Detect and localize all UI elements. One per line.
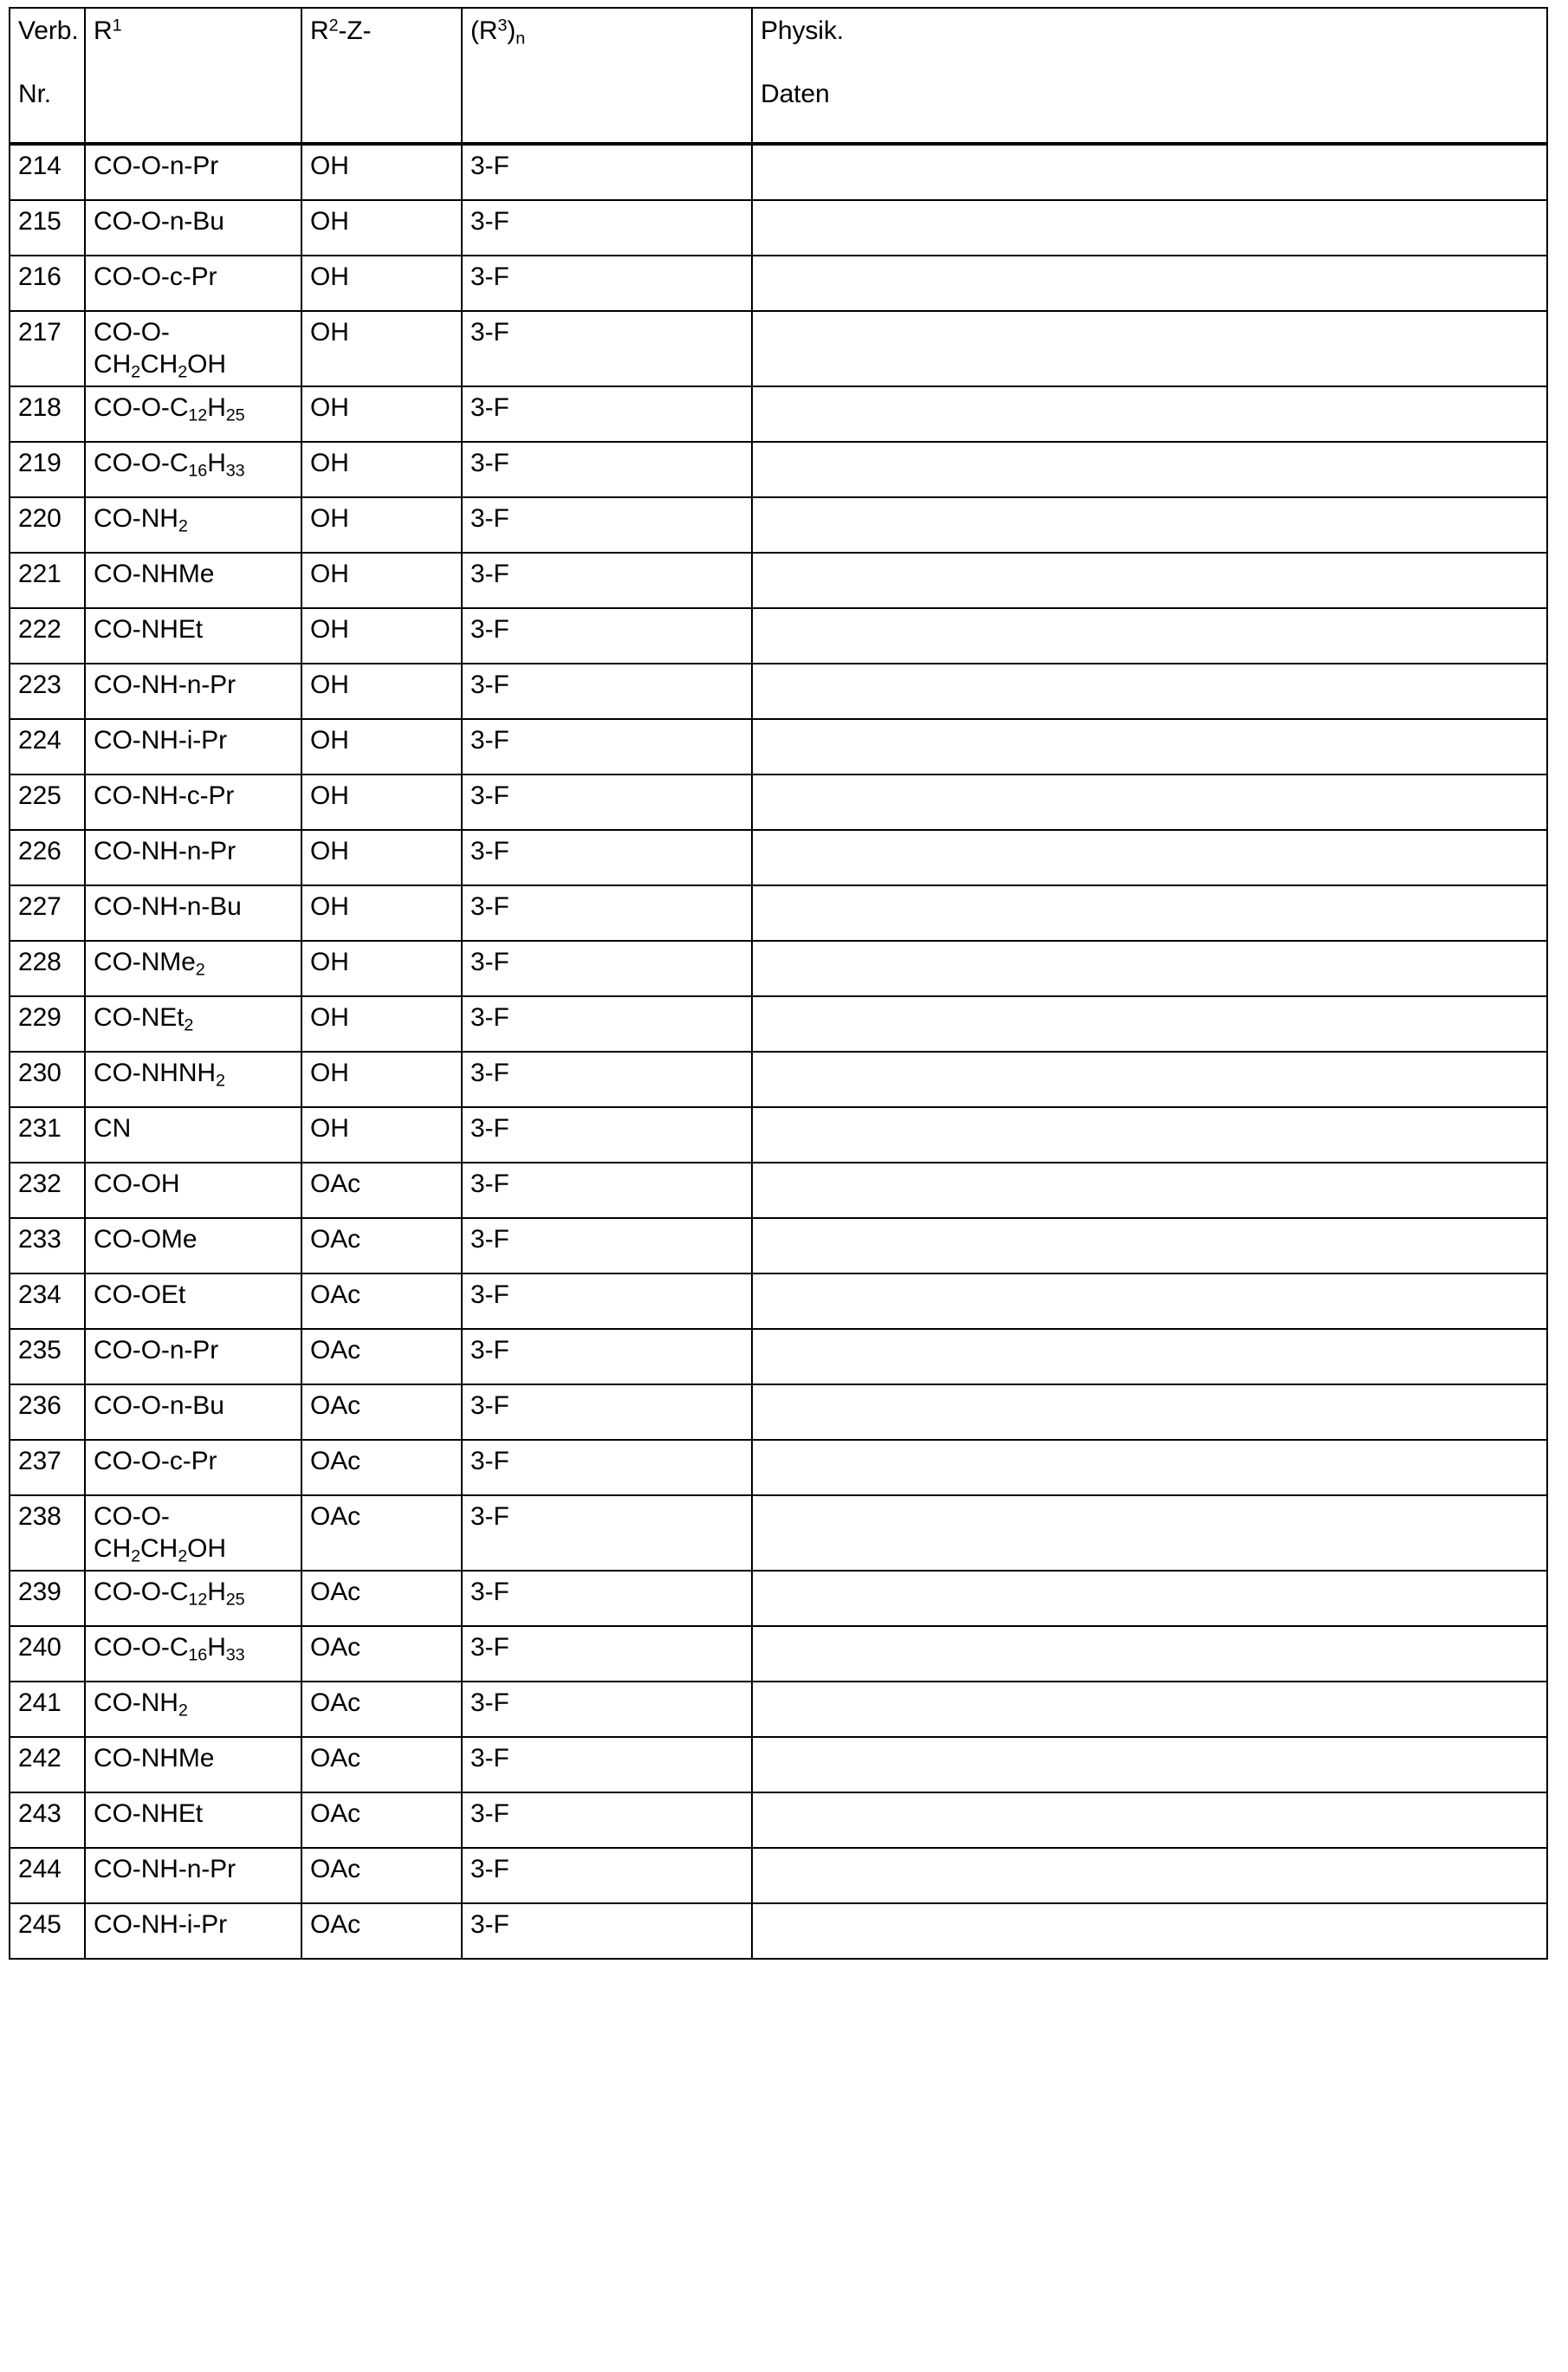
cell-r2z: OAc [301, 1384, 462, 1440]
cell-r2z: OH [301, 608, 462, 664]
cell-verb-nr: 236 [10, 1384, 85, 1440]
cell-physik-daten [752, 256, 1547, 311]
cell-r2z: OAc [301, 1571, 462, 1626]
cell-r1: CO-O-n-Bu [85, 200, 301, 256]
column-header-r1-superscript: 1 [112, 16, 122, 36]
cell-verb-nr: 242 [10, 1737, 85, 1792]
cell-r1: CO-NH-i-Pr [85, 719, 301, 774]
cell-r1: CO-O-c-Pr [85, 1440, 301, 1495]
cell-r2z: OH [301, 442, 462, 497]
cell-r3n: 3-F [462, 664, 752, 719]
cell-physik-daten [752, 1107, 1547, 1163]
cell-physik-daten [752, 1440, 1547, 1495]
table-row [10, 1792, 1547, 1848]
cell-r1: CO-OMe [85, 1218, 301, 1273]
table-row [10, 664, 1547, 719]
table-row [10, 996, 1547, 1052]
column-header-r2-base: R [310, 16, 329, 45]
cell-verb-nr: 225 [10, 774, 85, 830]
cell-physik-daten [752, 774, 1547, 830]
cell-r2z: OH [301, 664, 462, 719]
cell-verb-nr: 244 [10, 1848, 85, 1903]
cell-physik-daten [752, 1329, 1547, 1384]
table-row [10, 497, 1547, 553]
cell-r1: CN [85, 1107, 301, 1163]
column-header-r1 [85, 8, 301, 144]
cell-r2z: OAc [301, 1626, 462, 1682]
cell-r3n: 3-F [462, 1218, 752, 1273]
cell-r3n: 3-F [462, 1273, 752, 1329]
cell-verb-nr: 217 [10, 311, 85, 386]
cell-r3n: 3-F [462, 1792, 752, 1848]
cell-physik-daten [752, 553, 1547, 608]
cell-r2z: OAc [301, 1218, 462, 1273]
cell-verb-nr: 226 [10, 830, 85, 885]
cell-r3n: 3-F [462, 1682, 752, 1737]
cell-r1: $CO-O-C_{16}H_{33}$ [85, 1626, 301, 1682]
table-row [10, 386, 1547, 442]
table-row [10, 144, 1547, 200]
column-header-physik-label: Physik. [761, 16, 844, 45]
column-header-r3-superscript: 3 [497, 16, 508, 36]
cell-r3n: 3-F [462, 1384, 752, 1440]
table-row [10, 1384, 1547, 1440]
column-header-physik-daten [752, 8, 1547, 144]
cell-r1: CO-NHEt [85, 1792, 301, 1848]
cell-physik-daten [752, 1848, 1547, 1903]
cell-r2z: OAc [301, 1495, 462, 1571]
table-row [10, 1107, 1547, 1163]
table-row [10, 200, 1547, 256]
table-row [10, 608, 1547, 664]
table-row [10, 885, 1547, 941]
cell-physik-daten [752, 1626, 1547, 1682]
cell-r3n: 3-F [462, 311, 752, 386]
table-header-row [10, 8, 1547, 144]
cell-r1: CO-OEt [85, 1273, 301, 1329]
cell-r2z: OAc [301, 1737, 462, 1792]
cell-verb-nr: 237 [10, 1440, 85, 1495]
table-row [10, 1218, 1547, 1273]
cell-r3n: 3-F [462, 1329, 752, 1384]
cell-physik-daten [752, 442, 1547, 497]
column-header-r3n [462, 8, 752, 144]
table-row [10, 1273, 1547, 1329]
cell-r1: $CO-O-C_{12}H_{25}$ [85, 1571, 301, 1626]
cell-physik-daten [752, 830, 1547, 885]
cell-r2z: OH [301, 256, 462, 311]
cell-r1: $CO-O-CH_2CH_2OH$ [85, 311, 301, 386]
cell-verb-nr: 234 [10, 1273, 85, 1329]
cell-r2z: OH [301, 144, 462, 200]
cell-verb-nr: 218 [10, 386, 85, 442]
cell-physik-daten [752, 1495, 1547, 1571]
table-row [10, 719, 1547, 774]
cell-r3n: 3-F [462, 608, 752, 664]
column-header-nr-label: Nr. [18, 79, 52, 108]
cell-r2z: OH [301, 830, 462, 885]
cell-verb-nr: 240 [10, 1626, 85, 1682]
table-row [10, 1848, 1547, 1903]
cell-r1: CO-NHEt [85, 608, 301, 664]
cell-r1: CO-O-n-Pr [85, 144, 301, 200]
cell-r2z: OAc [301, 1329, 462, 1384]
table-row [10, 1571, 1547, 1626]
cell-r2z: OAc [301, 1848, 462, 1903]
cell-r1: CO-NH-n-Pr [85, 664, 301, 719]
cell-physik-daten [752, 144, 1547, 200]
cell-verb-nr: 216 [10, 256, 85, 311]
cell-r3n: 3-F [462, 719, 752, 774]
cell-verb-nr: 232 [10, 1163, 85, 1218]
cell-r3n: 3-F [462, 553, 752, 608]
cell-r3n: 3-F [462, 1903, 752, 1959]
cell-r3n: 3-F [462, 1626, 752, 1682]
cell-r3n: 3-F [462, 774, 752, 830]
table-row [10, 941, 1547, 996]
cell-r2z: OH [301, 1107, 462, 1163]
cell-verb-nr: 220 [10, 497, 85, 553]
cell-r3n: 3-F [462, 941, 752, 996]
column-header-verb-nr [10, 8, 85, 144]
table-row [10, 774, 1547, 830]
table-row [10, 1052, 1547, 1107]
cell-r3n: 3-F [462, 996, 752, 1052]
compound-table [9, 7, 1548, 1960]
table-row [10, 830, 1547, 885]
cell-r3n: 3-F [462, 1440, 752, 1495]
cell-r2z: OAc [301, 1440, 462, 1495]
cell-r3n: 3-F [462, 1052, 752, 1107]
cell-verb-nr: 231 [10, 1107, 85, 1163]
cell-verb-nr: 241 [10, 1682, 85, 1737]
table-row [10, 1626, 1547, 1682]
cell-r2z: OH [301, 941, 462, 996]
cell-verb-nr: 215 [10, 200, 85, 256]
cell-physik-daten [752, 1682, 1547, 1737]
cell-r2z: OAc [301, 1163, 462, 1218]
cell-verb-nr: 245 [10, 1903, 85, 1959]
cell-verb-nr: 243 [10, 1792, 85, 1848]
cell-physik-daten [752, 1737, 1547, 1792]
cell-verb-nr: 235 [10, 1329, 85, 1384]
table-row [10, 1903, 1547, 1959]
cell-r3n: 3-F [462, 885, 752, 941]
table-body [10, 144, 1547, 1959]
table-row [10, 553, 1547, 608]
cell-r3n: 3-F [462, 1107, 752, 1163]
cell-verb-nr: 224 [10, 719, 85, 774]
cell-r3n: 3-F [462, 1848, 752, 1903]
cell-physik-daten [752, 719, 1547, 774]
cell-verb-nr: 239 [10, 1571, 85, 1626]
cell-r2z: OH [301, 1052, 462, 1107]
cell-verb-nr: 233 [10, 1218, 85, 1273]
cell-r3n: 3-F [462, 497, 752, 553]
cell-r3n: 3-F [462, 1163, 752, 1218]
cell-r3n: 3-F [462, 830, 752, 885]
table-row [10, 1495, 1547, 1571]
cell-r1: CO-O-n-Pr [85, 1329, 301, 1384]
cell-verb-nr: 227 [10, 885, 85, 941]
cell-r1: CO-NH-n-Bu [85, 885, 301, 941]
table-header [10, 8, 1547, 144]
column-header-r1-base: R [94, 16, 113, 45]
cell-verb-nr: 230 [10, 1052, 85, 1107]
table-row [10, 1682, 1547, 1737]
cell-r2z: OH [301, 200, 462, 256]
cell-r1: CO-NH-n-Pr [85, 830, 301, 885]
cell-r2z: OAc [301, 1682, 462, 1737]
cell-r2z: OH [301, 386, 462, 442]
table-row [10, 442, 1547, 497]
cell-physik-daten [752, 1218, 1547, 1273]
cell-physik-daten [752, 941, 1547, 996]
cell-r2z: OH [301, 311, 462, 386]
cell-physik-daten [752, 200, 1547, 256]
cell-r2z: OAc [301, 1792, 462, 1848]
cell-physik-daten [752, 996, 1547, 1052]
cell-r1: CO-O-n-Bu [85, 1384, 301, 1440]
cell-r3n: 3-F [462, 1737, 752, 1792]
cell-r2z: OH [301, 996, 462, 1052]
column-header-r2-superscript: 2 [328, 16, 339, 36]
cell-verb-nr: 219 [10, 442, 85, 497]
column-header-r3-close: ) [507, 16, 516, 45]
cell-verb-nr: 223 [10, 664, 85, 719]
cell-r1: $CO-NH_2$ [85, 497, 301, 553]
cell-physik-daten [752, 608, 1547, 664]
cell-r2z: OH [301, 719, 462, 774]
cell-r2z: OH [301, 497, 462, 553]
cell-verb-nr: 229 [10, 996, 85, 1052]
cell-physik-daten [752, 664, 1547, 719]
cell-r3n: 3-F [462, 200, 752, 256]
cell-physik-daten [752, 497, 1547, 553]
cell-r2z: OH [301, 553, 462, 608]
cell-r3n: 3-F [462, 1571, 752, 1626]
cell-physik-daten [752, 1052, 1547, 1107]
cell-verb-nr: 214 [10, 144, 85, 200]
table-row [10, 1440, 1547, 1495]
cell-physik-daten [752, 1792, 1547, 1848]
cell-physik-daten [752, 1163, 1547, 1218]
cell-r1: $CO-O-C_{16}H_{33}$ [85, 442, 301, 497]
table-row [10, 1329, 1547, 1384]
column-header-verb-label: Verb. [18, 16, 79, 45]
cell-r1: CO-NEt$_2$ [85, 996, 301, 1052]
cell-r2z: OAc [301, 1903, 462, 1959]
cell-r3n: 3-F [462, 144, 752, 200]
cell-r1: CO-NH-c-Pr [85, 774, 301, 830]
cell-physik-daten [752, 1571, 1547, 1626]
column-header-r3-subscript: n [515, 29, 526, 49]
cell-r3n: 3-F [462, 256, 752, 311]
cell-r1: CO-NH-n-Pr [85, 1848, 301, 1903]
cell-physik-daten [752, 311, 1547, 386]
cell-r1: CO-NHMe [85, 1737, 301, 1792]
cell-r1: CO-NHMe [85, 553, 301, 608]
column-header-r3-open: (R [470, 16, 498, 45]
table-row [10, 311, 1547, 386]
cell-physik-daten [752, 885, 1547, 941]
cell-r1: $CO-NHNH_2$ [85, 1052, 301, 1107]
cell-physik-daten [752, 1903, 1547, 1959]
cell-verb-nr: 238 [10, 1495, 85, 1571]
cell-r1: $CO-O-CH_2CH_2OH$ [85, 1495, 301, 1571]
cell-physik-daten [752, 1384, 1547, 1440]
table-row [10, 1737, 1547, 1792]
cell-r1: CO-O-c-Pr [85, 256, 301, 311]
cell-r3n: 3-F [462, 386, 752, 442]
cell-verb-nr: 222 [10, 608, 85, 664]
cell-r2z: OAc [301, 1273, 462, 1329]
cell-physik-daten [752, 1273, 1547, 1329]
cell-verb-nr: 221 [10, 553, 85, 608]
cell-r1: CO-OH [85, 1163, 301, 1218]
cell-r1: $CO-O-C_{12}H_{25}$ [85, 386, 301, 442]
cell-r2z: OH [301, 774, 462, 830]
cell-r1: CO-NMe$_2$ [85, 941, 301, 996]
cell-physik-daten [752, 386, 1547, 442]
table-row [10, 1163, 1547, 1218]
table-row [10, 256, 1547, 311]
cell-verb-nr: 228 [10, 941, 85, 996]
cell-r2z: OH [301, 885, 462, 941]
column-header-r2z [301, 8, 462, 144]
column-header-r2-tail: -Z- [338, 16, 372, 45]
cell-r3n: 3-F [462, 442, 752, 497]
column-header-daten-label: Daten [761, 79, 830, 108]
cell-r1: CO-NH-i-Pr [85, 1903, 301, 1959]
cell-r3n: 3-F [462, 1495, 752, 1571]
cell-r1: $CO-NH_2$ [85, 1682, 301, 1737]
